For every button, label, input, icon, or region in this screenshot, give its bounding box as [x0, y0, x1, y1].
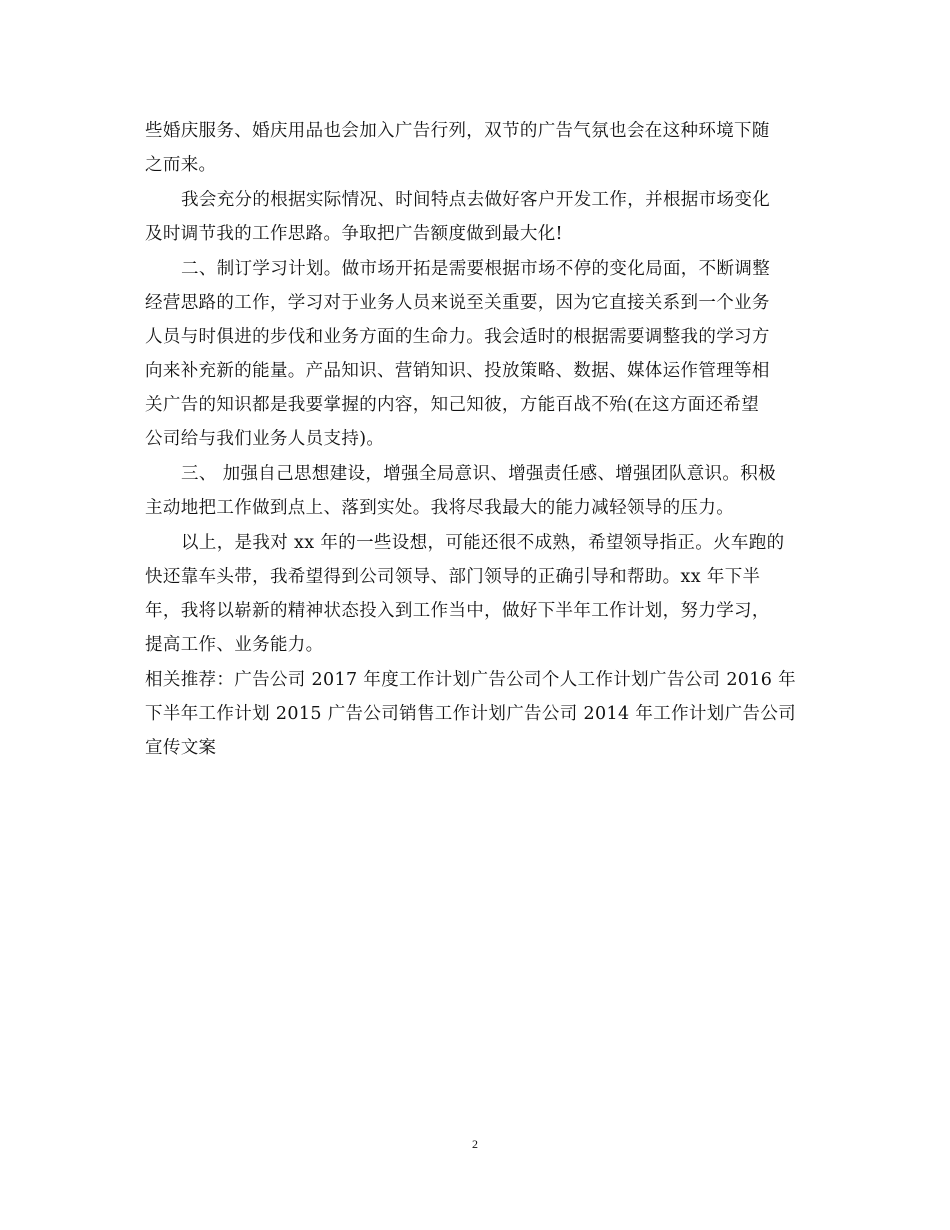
text-line: 经营思路的工作，学习对于业务人员来说至关重要，因为它直接关系到一个业务 [145, 293, 770, 313]
paragraph-self-building [145, 457, 815, 525]
text-line: 年，我将以崭新的精神状态投入到工作当中，做好下半年工作计划，努力学习， [145, 601, 770, 621]
text-line: 二、制订学习计划。做市场开拓是需要根据市场不停的变化局面，不断调整 [181, 259, 771, 279]
paragraph-conclusion [145, 526, 815, 662]
text-line: 三、 加强自己思想建设，增强全局意识、增强责任感、增强团队意识。积极 [181, 464, 776, 484]
related-line: 宣传文案 [145, 738, 217, 758]
paragraph-study-plan [145, 252, 815, 456]
text-line: 之而来。 [145, 155, 217, 175]
text-line: 关广告的知识都是我要掌握的内容，知己知彼，方能百战不殆(在这方面还希望 [145, 395, 760, 415]
text-line: 提高工作、业务能力。 [145, 635, 324, 655]
text-line: 向来补充新的能量。产品知识、营销知识、投放策略、数据、媒体运作管理等相 [145, 361, 770, 381]
related-line: 下半年工作计划 2015 广告公司销售工作计划广告公司 2014 年工作计划广告公司 [145, 704, 797, 724]
text-line: 快还靠车头带，我希望得到公司领导、部门领导的正确引导和帮助。xx 年下半 [145, 567, 761, 587]
text-line: 公司给与我们业务人员支持)。 [145, 429, 385, 449]
text-line: 及时调节我的工作思路。争取把广告额度做到最大化! [145, 224, 563, 244]
text-line: 以上，是我对 xx 年的一些设想，可能还很不成熟，希望领导指正。火车跑的 [181, 533, 785, 553]
text-line: 主动地把工作做到点上、落到实处。我将尽我最大的能力减轻领导的压力。 [145, 498, 735, 518]
page-number: 2 [472, 1137, 478, 1151]
document-body [145, 114, 815, 765]
related-line: 相关推荐：广告公司 2017 年度工作计划广告公司个人工作计划广告公司 2016 年 [145, 670, 797, 690]
paragraph-client-development [145, 183, 815, 251]
related-recommendations [145, 663, 815, 765]
text-line: 些婚庆服务、婚庆用品也会加入广告行列，双节的广告气氛也会在这种环境下随 [145, 121, 770, 141]
paragraph-continuation [145, 114, 815, 182]
text-line: 我会充分的根据实际情况、时间特点去做好客户开发工作，并根据市场变化 [181, 190, 771, 210]
text-line: 人员与时俱进的步伐和业务方面的生命力。我会适时的根据需要调整我的学习方 [145, 327, 770, 347]
